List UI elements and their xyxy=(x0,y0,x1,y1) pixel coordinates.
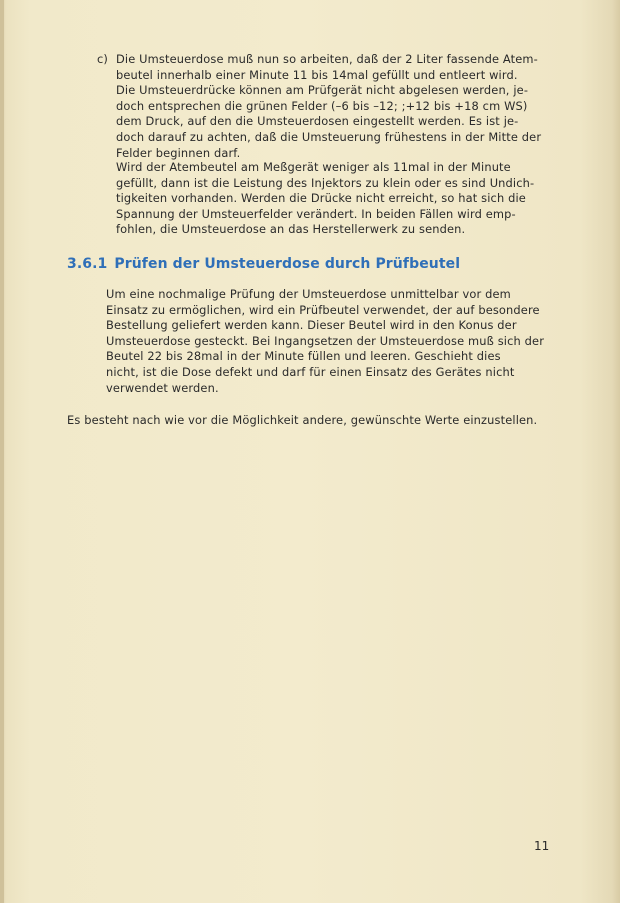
paragraph-atembeutel-text: Wird der Atembeutel am Meßgerät weniger als 11mal in der Minute gefüllt, dann ist die Leistung des Injektors zu klein oder es sind Undich- tigkeiten vorhanden. Werden die Drücke nicht erreicht, so hat sich die Spannung der Umsteuerfelder verändert. In beiden Fällen wird emp- fohlen, die Umsteuerdose an das Herstellerwerk zu senden. xyxy=(116,160,535,237)
list-item-c-text: Die Umsteuerdose muß nun so arbeiten, daß der 2 Liter fassende Atem- beutel innerhalb einer Minute 11 bis 14mal gefüllt und entleert wird. Die Umsteuerdrücke können am Prüfgerät nicht abgelesen werden, je- doch entsprechen die grünen Felder (–6 bis –12; ;+12 bis +18 cm WS) dem Druck, auf den die Umsteuerdosen eingestellt werden. Es ist je- doch darauf zu achten, daß die Umsteuerung frühestens in der Mitte der Felder beginnen darf. xyxy=(116,52,542,160)
page-number: 11 xyxy=(534,839,550,853)
list-item-c xyxy=(97,52,557,161)
paragraph-note-text: Es besteht nach wie vor die Möglichkeit andere, gewünschte Werte einzustellen. xyxy=(67,413,538,427)
paragraph-atembeutel xyxy=(116,160,556,238)
paragraph-pruefbeutel-text: Um eine nochmalige Prüfung der Umsteuerdose unmittelbar vor dem Einsatz zu ermöglichen, wird ein Prüfbeutel verwendet, der auf besondere Bestellung geliefert werden kann. Dieser Beutel wird in den Konus der Umsteuerdose gesteckt. Bei Ingangsetzen der Umsteuerdose muß sich der Beutel 22 bis 28mal in der Minute füllen und leeren. Geschieht dies nicht, ist die Dose defekt und darf für einen Einsatz des Gerätes nicht verwendet werden. xyxy=(106,287,545,395)
paragraph-note xyxy=(67,413,567,429)
section-heading xyxy=(67,256,460,272)
section-number: 3.6.1 xyxy=(67,256,108,272)
paragraph-pruefbeutel xyxy=(106,287,556,396)
section-title: Prüfen der Umsteuerdose durch Prüfbeutel xyxy=(114,256,461,272)
list-marker: c) xyxy=(97,52,109,66)
page-edge-shadow xyxy=(0,0,4,903)
